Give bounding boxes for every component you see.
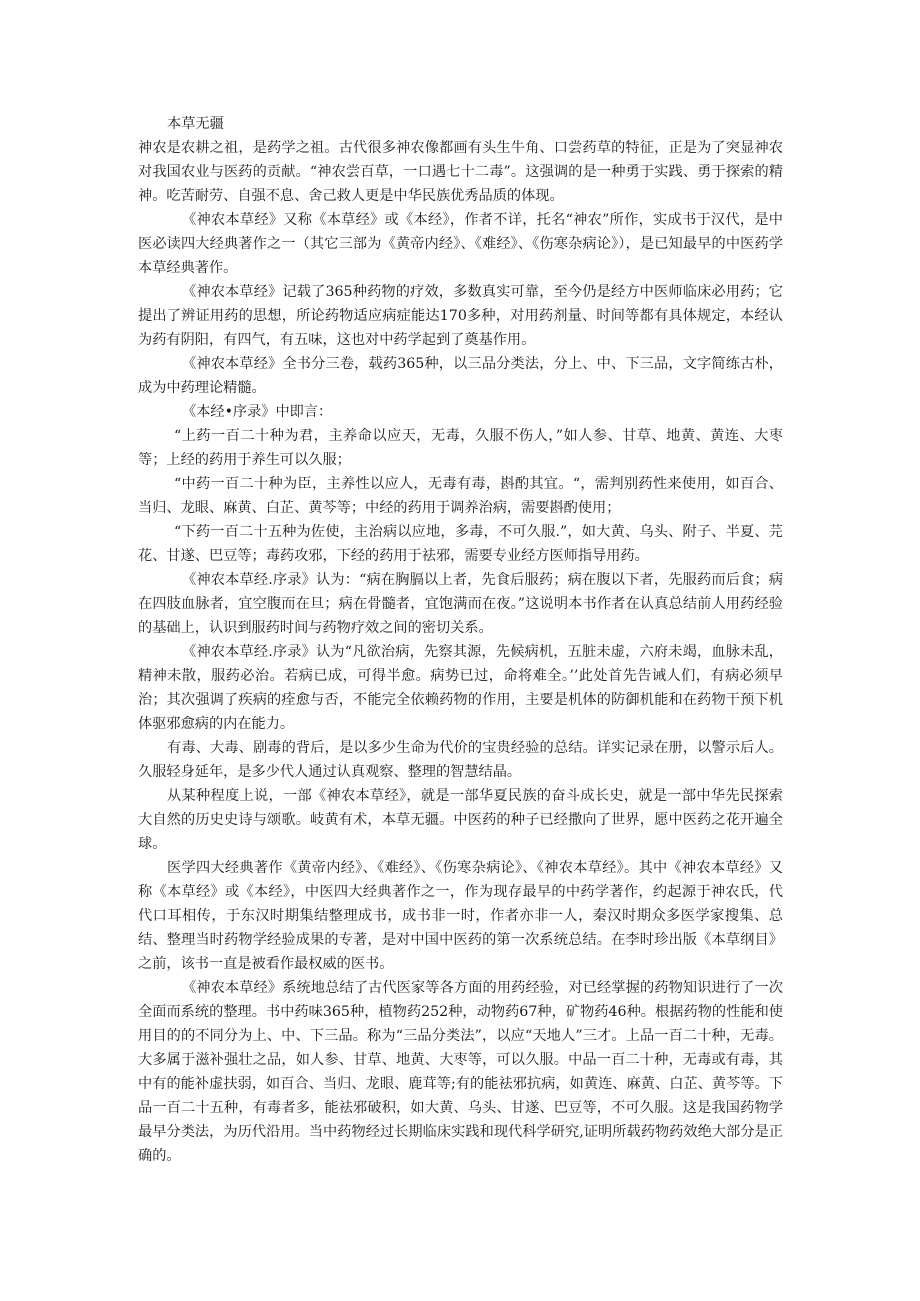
paragraph-4: 《神农本草经》全书分三卷，载药365种，以三品分类法，分上、中、下三品，文字简练古朴，成为中药理论精髓。 (138, 356, 783, 396)
paragraph-10: 《神农本草经.序录》认为“凡欲治病，先察其源，先候病机，五脏未虚，六府未竭，血脉未乱，精神未散，服药必治。若病已成，可得半愈。病势已过，命将难全。’’此处首先告诫人们，有病必须早治；其次强调了疾病的痊愈与否，不能完全依赖药物的作用，主要是机体的防御机能和在药物干预下机体驱邪愈病的内在能力。 (138, 644, 783, 732)
paragraph-8: “下药一百二十五种为佐使，主治病以应地，多毒，不可久服.”，如大黄、乌头、附子、半夏、芫花、甘遂、巴豆等；毒药攻邪，下经的药用于祛邪，需要专业经方医师指导用药。 (138, 524, 783, 564)
document-title: 本草无疆 (167, 116, 224, 132)
paragraph-7: “中药一百二十种为臣，主养性以应人，无毒有毒，斟酌其宜。“，需判别药性来使用，如百合、当归、龙眼、麻黄、白芷、黄芩等；中经的药用于调养治病，需要斟酌使用； (138, 476, 783, 516)
paragraph-13: 医学四大经典著作《黄帝内经》、《难经》、《伤寒杂病论》、《神农本草经》。其中《神农本草经》又称《本草经》或《本经》，中医四大经典著作之一，作为现存最早的中药学著作，约起源于神农氏，代代口耳相传，于东汉时期集结整理成书，成书非一时，作者亦非一人，秦汉时期众多医学家搜集、总结、整理当时药物学经验成果的专著，是对中国中医药的第一次系统总结。在李时珍出版《本草纲目》之前，该书一直是被看作最权威的医书。 (138, 860, 783, 972)
paragraph-6: “上药一百二十种为君，主养命以应天，无毒，久服不伤人，”如人参、甘草、地黄、黄连、大枣等；上经的药用于养生可以久服； (138, 428, 783, 468)
paragraph-2: 《神农本草经》又称《本草经》或《本经》，作者不详，托名“神农”所作，实成书于汉代，是中医必读四大经典著作之一（其它三部为《黄帝内经》、《难经》、《伤寒杂病论》），是已知最早的中医药学本草经典著作。 (138, 212, 783, 276)
paragraph-3: 《神农本草经》记载了365种药物的疗效，多数真实可靠，至今仍是经方中医师临床必用药；它提出了辨证用药的思想，所论药物适应病症能达170多种，对用药剂量、时间等都有具体规定，本经认为药有阴阳，有四气，有五味，这也对中药学起到了奠基作用。 (138, 284, 783, 348)
paragraph-9: 《神农本草经.序录》认为：“病在胸膈以上者，先食后服药；病在腹以下者，先服药而后食；病在四肢血脉者，宜空腹而在旦；病在骨髓者，宜饱满而在夜。”这说明本书作者在认真总结前人用药经验的基础上，认识到服药时间与药物疗效之间的密切关系。 (138, 572, 783, 636)
paragraph-1: 神农是农耕之祖，是药学之祖。古代很多神农像都画有头生牛角、口尝药草的特征，正是为了突显神农对我国农业与医药的贡献。“神农尝百草，一口遇七十二毒”。这强调的是一种勇于实践、勇于探索的精神。吃苦耐劳、自强不息、舍己救人更是中华民族优秀品质的体现。 (138, 140, 783, 204)
paragraph-12: 从某种程度上说，一部《神农本草经》，就是一部华夏民族的奋斗成长史，就是一部中华先民探索大自然的历史史诗与颂歌。岐黄有术，本草无疆。中医药的种子已经撒向了世界，愿中医药之花开遍全球。 (138, 788, 783, 852)
paragraph-5: 《本经•序录》中即言： (182, 404, 333, 420)
document-body (138, 112, 783, 1168)
paragraph-14: 《神农本草经》系统地总结了古代医家等各方面的用药经验，对已经掌握的药物知识进行了一次全面而系统的整理。书中药味365种，植物药252种，动物药67种，矿物药46种。根据药物的性能和使用目的的不同分为上、中、下三品。称为“三品分类法”，以应“天地人”三才。上品一百二十种，无毒。大多属于滋补强壮之品，如人参、甘草、地黄、大枣等，可以久服。中品一百二十种，无毒或有毒，其中有的能补虚扶弱，如百合、当归、龙眼、鹿茸等;有的能祛邪抗病，如黄连、麻黄、白芷、黄芩等。下品一百二十五种，有毒者多，能祛邪破积，如大黄、乌头、甘遂、巴豆等，不可久服。这是我国药物学最早分类法，为历代沿用。当中药物经过长期临床实践和现代科学研究,证明所载药物药效绝大部分是正确的。 (138, 980, 783, 1164)
paragraph-11: 有毒、大毒、剧毒的背后，是以多少生命为代价的宝贵经验的总结。详实记录在册，以警示后人。久服轻身延年，是多少代人通过认真观察、整理的智慧结晶。 (138, 740, 783, 780)
